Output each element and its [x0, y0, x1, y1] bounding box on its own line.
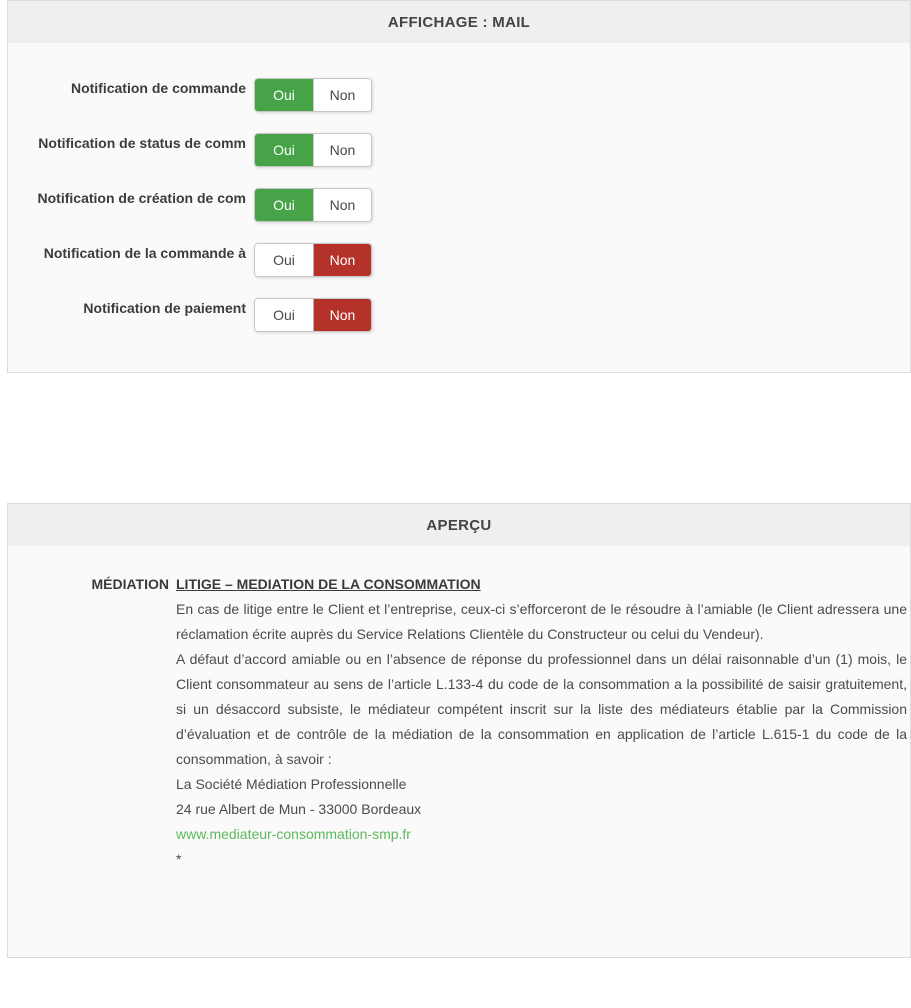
oui-non-toggle	[254, 133, 372, 167]
setting-row-notification-paiement	[8, 287, 910, 342]
mediation-footnote: *	[176, 851, 182, 867]
toggle-oui-button[interactable]: Oui	[255, 134, 313, 166]
toggle-oui-button[interactable]: Oui	[255, 299, 313, 331]
setting-label: Notification de création de com	[37, 189, 246, 206]
toggle-oui-button[interactable]: Oui	[255, 189, 313, 221]
setting-row-notification-commande-a	[8, 232, 910, 287]
toggle-non-button[interactable]: Non	[313, 79, 371, 111]
mail-settings-rows	[8, 43, 910, 342]
setting-row-notification-commande	[8, 67, 910, 122]
mediation-section	[8, 546, 910, 872]
oui-non-toggle	[254, 298, 372, 332]
toggle-non-button[interactable]: Non	[313, 189, 371, 221]
setting-label: Notification de status de comm	[38, 134, 246, 151]
toggle-oui-button[interactable]: Oui	[255, 244, 313, 276]
mail-panel-title: AFFICHAGE : MAIL	[8, 1, 910, 43]
toggle-non-button[interactable]: Non	[313, 134, 371, 166]
toggle-non-button[interactable]: Non	[313, 299, 371, 331]
setting-label: Notification de paiement	[83, 299, 246, 316]
mediation-heading: LITIGE – MEDIATION DE LA CONSOMMATION	[176, 576, 481, 592]
mediation-address-line: 24 rue Albert de Mun - 33000 Bordeaux	[176, 801, 422, 817]
mediation-website-link[interactable]: www.mediateur-consommation-smp.fr	[176, 826, 411, 842]
apercu-panel	[7, 503, 911, 958]
setting-label: Notification de la commande à	[43, 244, 246, 261]
apercu-panel-title: APERÇU	[8, 504, 910, 546]
oui-non-toggle	[254, 188, 372, 222]
oui-non-toggle	[254, 78, 372, 112]
mediation-paragraph: En cas de litige entre le Client et l’entreprise, ceux-ci s’efforceront de le résoudre à l’amiable (le Client adressera une réclamation écrite auprès du Service Relations Clientèle du Constructeur ou celui du Vendeur).	[176, 601, 907, 642]
mediation-label: MÉDIATION	[91, 576, 169, 592]
oui-non-toggle	[254, 243, 372, 277]
mediation-address-line: La Société Médiation Professionnelle	[176, 776, 407, 792]
setting-label: Notification de commande	[70, 79, 246, 96]
mediation-paragraph: A défaut d’accord amiable ou en l’absence de réponse du professionnel dans un délai raisonnable d’un (1) mois, le Client consommateur au sens de l’article L.133-4 du code de la consommation a la possibilité de saisir gratuitement, si un désaccord subsiste, le médiateur compétent inscrit sur la liste des médiateurs établie par la Commission d’évaluation et de contrôle de la médiation de la consommation en application de l’article L.615-1 du code de la consommation, à savoir :	[176, 651, 907, 767]
toggle-oui-button[interactable]: Oui	[255, 79, 313, 111]
toggle-non-button[interactable]: Non	[313, 244, 371, 276]
setting-row-notification-creation-compte	[8, 177, 910, 232]
mediation-content	[176, 572, 907, 872]
mail-settings-panel	[7, 0, 911, 373]
setting-row-notification-status-commande	[8, 122, 910, 177]
